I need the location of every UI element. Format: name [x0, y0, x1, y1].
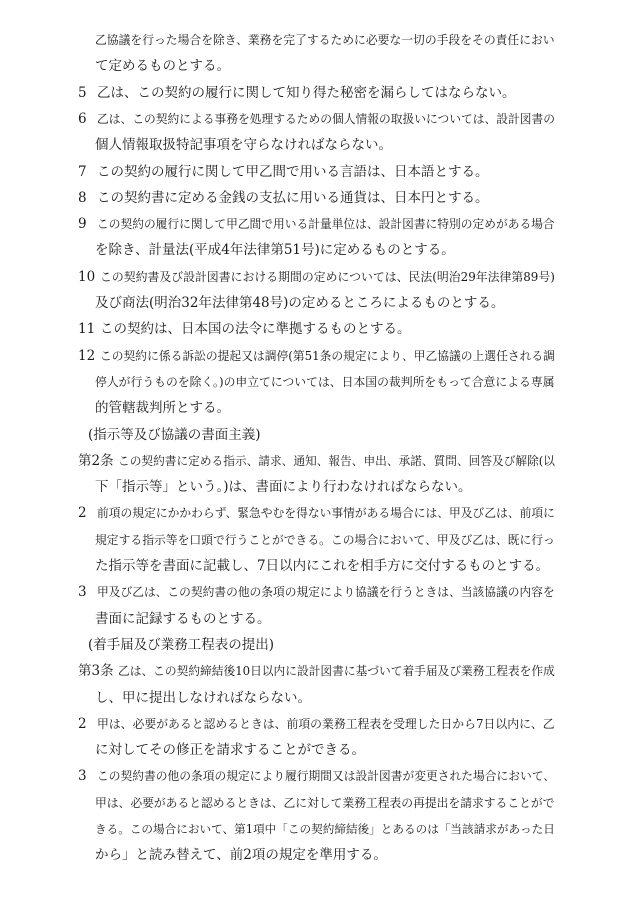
- text-line: この契約の履行に関して甲乙間で用いる計量単位は、設計図書に特別の定めがある場合: [97, 217, 555, 232]
- text-line: 規定する指示等を口頭で行うことができる。この場合において、甲及び乙は、既に行っ: [95, 532, 555, 547]
- text-line: この契約に係る訴訟の提起又は調停(第51条の規定により、甲乙協議の上選任される調: [100, 348, 555, 363]
- article-number: 第2条: [78, 452, 114, 469]
- text-line: 前項の規定にかかわらず、緊急やむを得ない事情がある場合には、甲及び乙は、前項に: [97, 506, 555, 521]
- text-line: を除き、計量法(平成4年法律第51号)に定めるものとする。: [95, 242, 455, 259]
- text-line: た指示等を書面に記載し、7日以内にこれを相手方に交付するものとする。: [95, 558, 550, 574]
- text-line: 乙は、この契約締結後10日以内に設計図書に基づいて着手届及び業務工程表を作成: [118, 664, 555, 679]
- text-line: 停人が行うものを除く。)の申立てについては、日本国の裁判所をもって合意による専属: [95, 374, 555, 389]
- text-line: きる。この場合において、第1項中「この契約締結後」とあるのは「当該請求があった日: [95, 822, 555, 836]
- text-line: この契約は、日本国の法令に準拠するものとする。: [100, 321, 411, 338]
- text-line: この契約の履行に関して甲乙間で用いる言語は、日本語とする。: [97, 163, 489, 180]
- article-heading: (指示等及び協議の書面主義): [88, 426, 261, 443]
- text-line: し、甲に提出しなければならない。: [95, 689, 311, 706]
- article-heading: (着手届及び業務工程表の提出): [88, 636, 275, 653]
- paragraph-number: 2: [78, 505, 87, 522]
- text-line: この契約書の他の条項の規定により履行期間又は設計図書が変更された場合において、: [97, 769, 556, 784]
- paragraph-number: 6: [78, 110, 87, 127]
- text-line: から」と読み替えて、前2項の規定を準用する。: [95, 847, 387, 864]
- text-line: 甲は、必要があると認めるときは、乙に対して業務工程表の再提出を請求することがで: [95, 795, 555, 810]
- text-line: 的管轄裁判所とする。: [95, 400, 230, 417]
- paragraph-number: 5: [78, 84, 87, 101]
- paragraph-number: 8: [78, 189, 87, 206]
- text-line: この契約書及び設計図書における期間の定めについては、民法(明治29年法律第89号): [100, 269, 555, 284]
- paragraph-number: 2: [78, 715, 87, 732]
- text-line: 個人情報取扱特記事項を守らなければならない。: [95, 137, 392, 154]
- text-line: 及び商法(明治32年法律第48号)の定めるところによるものとする。: [95, 295, 505, 311]
- text-line: て定めるものとする。: [95, 58, 230, 75]
- text-line: 乙は、この契約の履行に関して知り得た秘密を漏らしてはならない。: [97, 84, 516, 101]
- text-line: 甲は、必要があると認めるときは、前項の業務工程表を受理した日から7日以内に、乙: [97, 716, 555, 731]
- paragraph-number: 9: [78, 216, 87, 233]
- paragraph-number: 11: [78, 321, 96, 338]
- text-line: この契約書に定める指示、請求、通知、報告、申出、承諾、質問、回答及び解除(以: [118, 453, 555, 468]
- text-line: 乙は、この契約による事務を処理するための個人情報の取扱いについては、設計図書の: [97, 111, 556, 126]
- text-line: この契約書に定める金銭の支払に用いる通貨は、日本円とする。: [97, 189, 489, 206]
- article-number: 第3条: [78, 663, 114, 680]
- paragraph-number: 3: [78, 768, 87, 785]
- paragraph-number: 3: [78, 584, 87, 601]
- text-line: 書面に記録するものとする。: [95, 610, 271, 627]
- text-line: 下「指示等」という。)は、書面により行わなければならない。: [95, 479, 472, 496]
- text-line: 乙協議を行った場合を除き、業務を完了するために必要な一切の手段をその責任におい: [95, 33, 555, 47]
- paragraph-number: 12: [78, 347, 96, 364]
- text-line: 甲及び乙は、この契約書の他の条項の規定により協議を行うときは、当該協議の内容を: [97, 585, 555, 600]
- paragraph-number: 10: [78, 268, 96, 285]
- paragraph-number: 7: [78, 163, 87, 180]
- text-line: に対してその修正を請求することができる。: [95, 742, 365, 759]
